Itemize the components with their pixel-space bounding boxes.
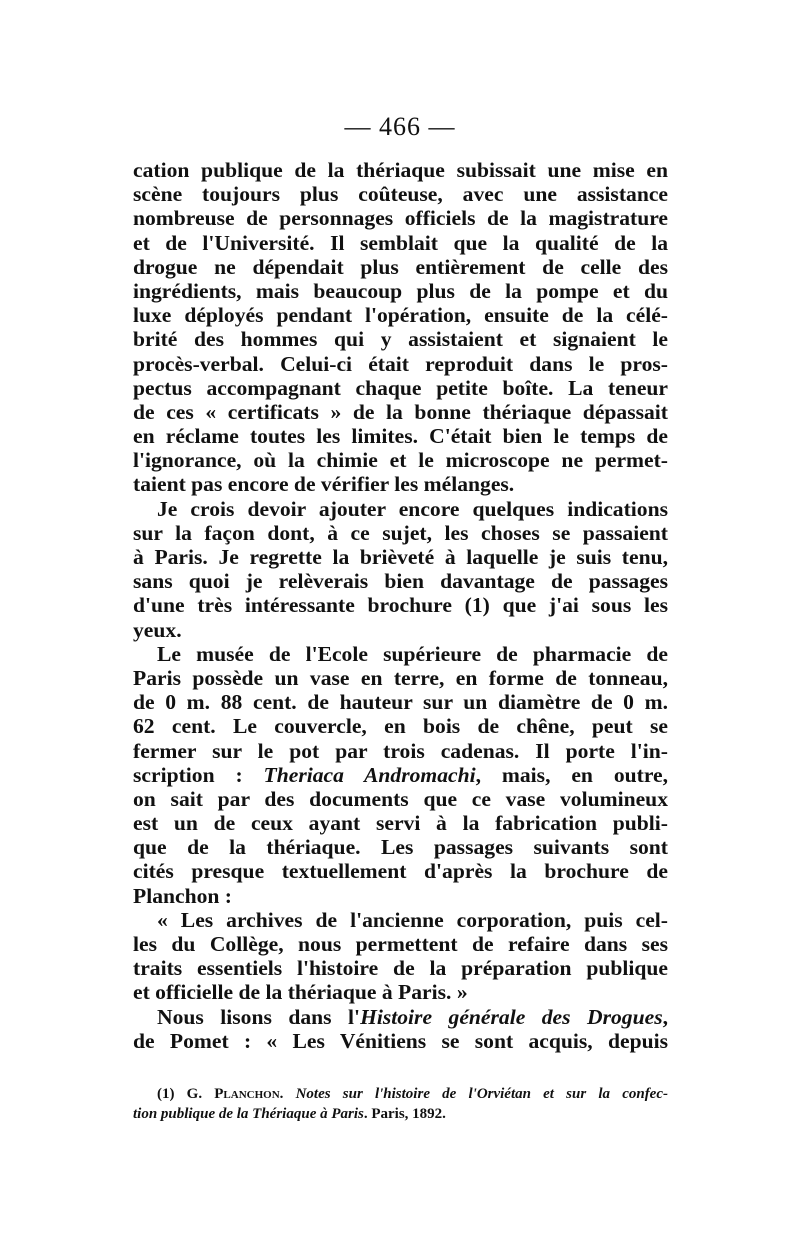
footnote-sep: . (279, 1086, 296, 1102)
text-line: l'ignorance, où la chimie et le microscope ne permet- (133, 448, 668, 473)
text-line: « Les archives de l'ancienne corporation, puis cel- (157, 907, 668, 932)
text-line: Planchon : (133, 883, 232, 908)
text-line (133, 1005, 668, 1029)
text-line: et officielle de la thériaque à Paris. » (133, 980, 468, 1005)
line-end: , mais, en outre, (475, 762, 668, 787)
text-line: traits essentiels l'histoire de la préparation publique (133, 956, 668, 981)
text-line: sans quoi je relèverais bien davantage de passages (133, 569, 668, 594)
line-start: scription : (133, 762, 264, 787)
text-line: Je crois devoir ajouter encore quelques indications (157, 496, 668, 521)
text-line: d'une très intéressante brochure (1) que j'ai sous les (133, 593, 668, 618)
text-line: à Paris. Je regrette la brièveté à laquelle je suis tenu, (133, 545, 668, 569)
text-line: 62 cent. Le couvercle, en bois de chêne, peut se (133, 714, 668, 739)
line-end: , (662, 1004, 668, 1029)
text-line: cités presque textuellement d'après la brochure de (133, 859, 668, 884)
text-line: de Pomet : « Les Vénitiens se sont acquis, depuis (133, 1028, 668, 1053)
footnote-line (133, 1084, 668, 1104)
footnote-title: Notes sur l'histoire de l'Orviétan et sur la confec- (295, 1086, 668, 1102)
page-number: — 466 — (344, 112, 456, 141)
text-line: nombreuse de personnages officiels de la magistrature (133, 206, 668, 231)
text-line: on sait par des documents que ce vase volumineux (133, 786, 668, 811)
footnote-marker: (1) G. (157, 1086, 215, 1102)
footnote-line (133, 1104, 668, 1124)
text-line: et de l'Université. Il semblait que la qualité de la (133, 230, 668, 255)
body-text (133, 158, 668, 1053)
text-line: Paris possède un vase en terre, en forme de tonneau, (133, 665, 668, 690)
text-line (133, 763, 668, 787)
text-line: que de la thériaque. Les passages suivants sont (133, 835, 668, 860)
text-line: brité des hommes qui y assistaient et signaient le (133, 327, 668, 352)
text-line: taient pas encore de vérifier les mélanges. (133, 472, 515, 497)
text-line: drogue ne dépendait plus entièrement de celle des (133, 254, 668, 279)
text-line: sur la façon dont, à ce sujet, les choses se passaient (133, 520, 668, 545)
text-line: cation publique de la thériaque subissait une mise en (133, 158, 668, 182)
text-line: est un de ceux ayant servi à la fabrication publi- (133, 811, 668, 836)
text-line: de 0 m. 88 cent. de hauteur sur un diamètre de 0 m. (133, 690, 668, 715)
text-line: en réclame toutes les limites. C'était bien le temps de (133, 424, 668, 449)
text-line: les du Collège, nous permettent de refaire dans ses (133, 932, 668, 956)
text-line: procès-verbal. Celui-ci était reproduit dans le pros- (133, 351, 668, 376)
footnote-title-cont: tion publique de la Thériaque à Paris (133, 1106, 364, 1122)
footnote-publication: . Paris, 1892. (363, 1106, 446, 1122)
text-line: pectus accompagnant chaque petite boîte. La teneur (133, 375, 668, 400)
text-line: luxe déployés pendant l'opération, ensuite de la célé- (133, 303, 668, 328)
text-line: scène toujours plus coûteuse, avec une assistance (133, 182, 668, 207)
text-line: fermer sur le pot par trois cadenas. Il porte l'in- (133, 738, 668, 763)
text-line: de ces « certificats » de la bonne thériaque dépassait (133, 399, 668, 424)
line-start: Nous lisons dans l' (157, 1004, 361, 1029)
text-line: yeux. (133, 617, 182, 642)
italic-book-title: Histoire générale des Drogues (360, 1004, 663, 1029)
footnote-author: Planchon (214, 1086, 280, 1102)
italic-inscription: Theriaca Andromachi (263, 762, 476, 787)
text-line: Le musée de l'Ecole supérieure de pharmacie de (157, 641, 668, 666)
text-line: ingrédients, mais beaucoup plus de la pompe et du (133, 278, 668, 303)
footnote (133, 1084, 668, 1124)
